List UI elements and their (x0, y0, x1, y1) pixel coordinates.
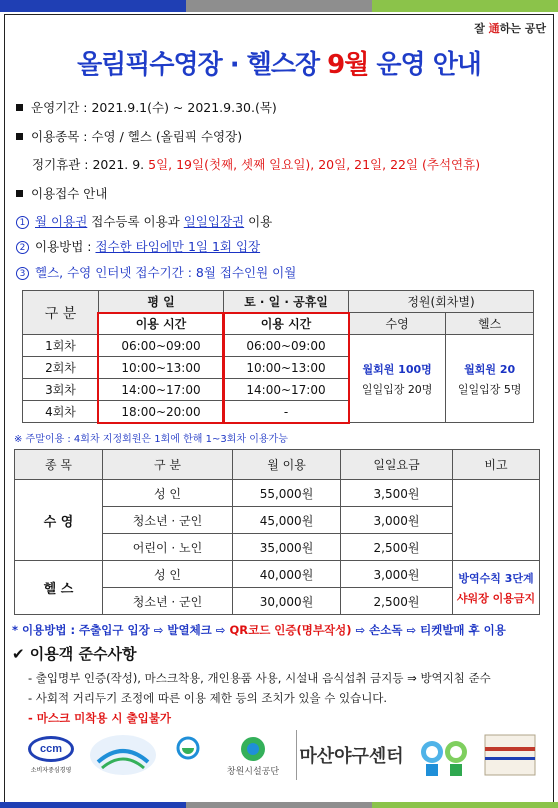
city-logo (166, 730, 210, 780)
fee-monthly-cell: 55,000원 (233, 480, 341, 507)
reg2-label: 이용방법 : (35, 239, 96, 254)
schedule-header-weekday: 평 일 (99, 291, 224, 313)
slogan-pre: 잘 (474, 22, 489, 35)
reg-item-1 (16, 212, 272, 230)
gym-capacity-main: 월회원 20 (464, 362, 516, 376)
daily-pass-link[interactable]: 일일입장권 (183, 214, 245, 229)
corp-logo (218, 730, 288, 780)
weekday-highlight-box (97, 312, 225, 424)
center-name: 마산야구센터 (299, 746, 404, 767)
weekend-highlight-box (222, 312, 350, 424)
rule-1: - 출입명부 인증(작성), 마스크착용, 개인용품 사용, 시설내 음식섭취 금지등 ⇒ 방역지침 준수 (28, 671, 491, 685)
bottom-bar-green (372, 802, 558, 808)
fee-gubun-cell: 어린이 · 노인 (103, 534, 233, 561)
flow-label: * 이용방법 : 주출입구 입장 ⇨ 발열체크 ⇨ (12, 623, 230, 637)
mascot-icon (414, 730, 474, 780)
type-text: 이용종목 : 수영 / 헬스 (올림픽 수영장) (31, 129, 243, 144)
fee-daily-cell: 2,500원 (341, 534, 453, 561)
center-logo (296, 730, 406, 780)
top-bar-green (372, 0, 558, 12)
fee-monthly-cell: 40,000원 (233, 561, 341, 588)
slogan-highlight: 通 (488, 22, 500, 35)
city-emblem-icon (168, 732, 208, 778)
gym-remark-line2: 샤워장 이용금지 (456, 591, 536, 605)
period-text: 운영기간 : 2021.9.1(수) ~ 2021.9.30.(목) (31, 100, 277, 115)
title-post: 운영 안내 (368, 50, 481, 80)
page-title (0, 44, 558, 81)
reg-item-3 (16, 263, 296, 281)
session-cell: 4회차 (23, 401, 99, 423)
fee-header-daily: 일일요금 (341, 450, 453, 480)
title-pre: 올림픽수영장 · 헬스장 (77, 50, 328, 80)
rule-2: - 사회적 거리두기 조정에 따른 이용 제한 등의 조치가 있을 수 있습니다. (28, 691, 388, 705)
session-cell: 3회차 (23, 379, 99, 401)
fee-gym-label: 헬 스 (15, 561, 103, 615)
info-closed (32, 155, 480, 173)
capacity-gym-header: 헬스 (446, 313, 534, 335)
fee-daily-cell: 3,500원 (341, 480, 453, 507)
fee-table (14, 449, 540, 615)
schedule-header-gubun: 구 분 (23, 291, 99, 335)
gym-capacity-cell (446, 335, 534, 423)
weekday-time-cell: 14:00~17:00 (99, 379, 224, 401)
weekday-time-cell: 10:00~13:00 (99, 357, 224, 379)
closed-days: 5일, 19일(첫째, 셋째 일요일), 20일, 21일, 22일 (추석연휴) (148, 157, 481, 172)
fee-gubun-cell: 성 인 (103, 480, 233, 507)
closed-label: 정기휴관 : 2021. 9. (32, 157, 149, 172)
fee-header-type: 종 목 (15, 450, 103, 480)
bullet-icon (16, 104, 23, 111)
fee-daily-cell: 3,000원 (341, 507, 453, 534)
number-circle-icon: 3 (16, 267, 29, 280)
bottom-bar-blue (0, 802, 186, 808)
weekday-time-cell: 18:00~20:00 (99, 401, 224, 423)
mascot-logo (414, 730, 474, 780)
fee-header-monthly: 월 이용 (233, 450, 341, 480)
corp-emblem-icon (238, 734, 268, 764)
weekend-time-cell: 14:00~17:00 (224, 379, 349, 401)
rules-title: ✔ 이용객 준수사항 (12, 645, 137, 663)
weekend-time-cell: 06:00~09:00 (224, 335, 349, 357)
number-circle-icon: 2 (16, 241, 29, 254)
fee-monthly-cell: 35,000원 (233, 534, 341, 561)
fee-monthly-cell: 30,000원 (233, 588, 341, 615)
fee-monthly-cell: 45,000원 (233, 507, 341, 534)
reg-title: 이용접수 안내 (31, 186, 108, 201)
capacity-swim-header: 수영 (349, 313, 446, 335)
swim-capacity-sub: 일일입장 20명 (361, 382, 433, 396)
fee-gubun-cell: 청소년 · 군인 (103, 588, 233, 615)
city-slogan-logo (88, 730, 158, 780)
corp-name: 창원시설공단 (226, 766, 280, 777)
slogan-post: 하는 공단 (499, 22, 546, 35)
fee-gubun-cell: 청소년 · 군인 (103, 507, 233, 534)
schedule-header-capacity: 정원(회차별) (349, 291, 534, 313)
swim-capacity-cell (349, 335, 446, 423)
fee-gubun-cell: 성 인 (103, 561, 233, 588)
reg1-end: 이용 (244, 214, 273, 229)
info-registration-title (16, 184, 107, 202)
stadium-icon (483, 733, 537, 777)
monthly-pass-link[interactable]: 월 이용권 (35, 214, 88, 229)
bottom-color-bar (0, 802, 558, 808)
ccm-mark: ccm (28, 736, 74, 762)
reg-item-2 (16, 237, 260, 255)
gym-remark-line1: 방역수칙 3단계 (458, 571, 534, 585)
fee-daily-cell: 2,500원 (341, 588, 453, 615)
top-bar-blue (0, 0, 186, 12)
schedule-header-weekend: 토 · 일 · 공휴일 (224, 291, 349, 313)
reg1-mid: 접수등록 이용과 (87, 214, 184, 229)
stadium-logo (482, 730, 538, 780)
info-type (16, 127, 242, 145)
usage-flow (12, 622, 506, 638)
weekend-note: ※ 주말이용 : 4회차 지정회원은 1회에 한해 1~3회차 이용가능 (14, 434, 288, 445)
usage-method-link[interactable]: 접수한 타임에만 1일 1회 입장 (95, 239, 261, 254)
swim-capacity-main: 월회원 100명 (362, 362, 432, 376)
gym-capacity-sub: 일일입장 5명 (457, 382, 522, 396)
ccm-caption: 소비자중심경영 (30, 767, 72, 774)
flow-rest: ⇨ 손소독 ⇨ 티켓발매 후 이용 (351, 623, 506, 637)
session-cell: 2회차 (23, 357, 99, 379)
weekday-use-time-header: 이용 시간 (99, 313, 224, 335)
fee-header-remark: 비고 (453, 450, 540, 480)
bullet-icon (16, 190, 23, 197)
number-circle-icon: 1 (16, 216, 29, 229)
session-cell: 1회차 (23, 335, 99, 357)
slogan (474, 20, 546, 36)
weekend-time-cell: 10:00~13:00 (224, 357, 349, 379)
logo-strip (22, 727, 538, 783)
top-bar-gray (186, 0, 372, 12)
reg3-text: 헬스, 수영 인터넷 접수기간 : 8월 접수인원 이월 (35, 265, 297, 280)
fee-swim-remark (453, 480, 540, 561)
fee-daily-cell: 3,000원 (341, 561, 453, 588)
weekend-time-cell: - (224, 401, 349, 423)
fee-gym-remark (453, 561, 540, 615)
flow-qr: QR코드 인증(명부작성) (229, 623, 352, 637)
city-slogan-icon (88, 732, 158, 778)
fee-swim-label: 수 영 (15, 480, 103, 561)
weekend-use-time-header: 이용 시간 (224, 313, 349, 335)
ccm-logo (22, 730, 80, 780)
info-period (16, 98, 277, 116)
title-month: 9월 (327, 50, 369, 80)
bottom-bar-gray (186, 802, 372, 808)
rule-3: - 마스크 미착용 시 출입불가 (28, 711, 171, 725)
fee-header-gubun: 구 분 (103, 450, 233, 480)
top-color-bar (0, 0, 558, 12)
bullet-icon (16, 133, 23, 140)
weekday-time-cell: 06:00~09:00 (99, 335, 224, 357)
